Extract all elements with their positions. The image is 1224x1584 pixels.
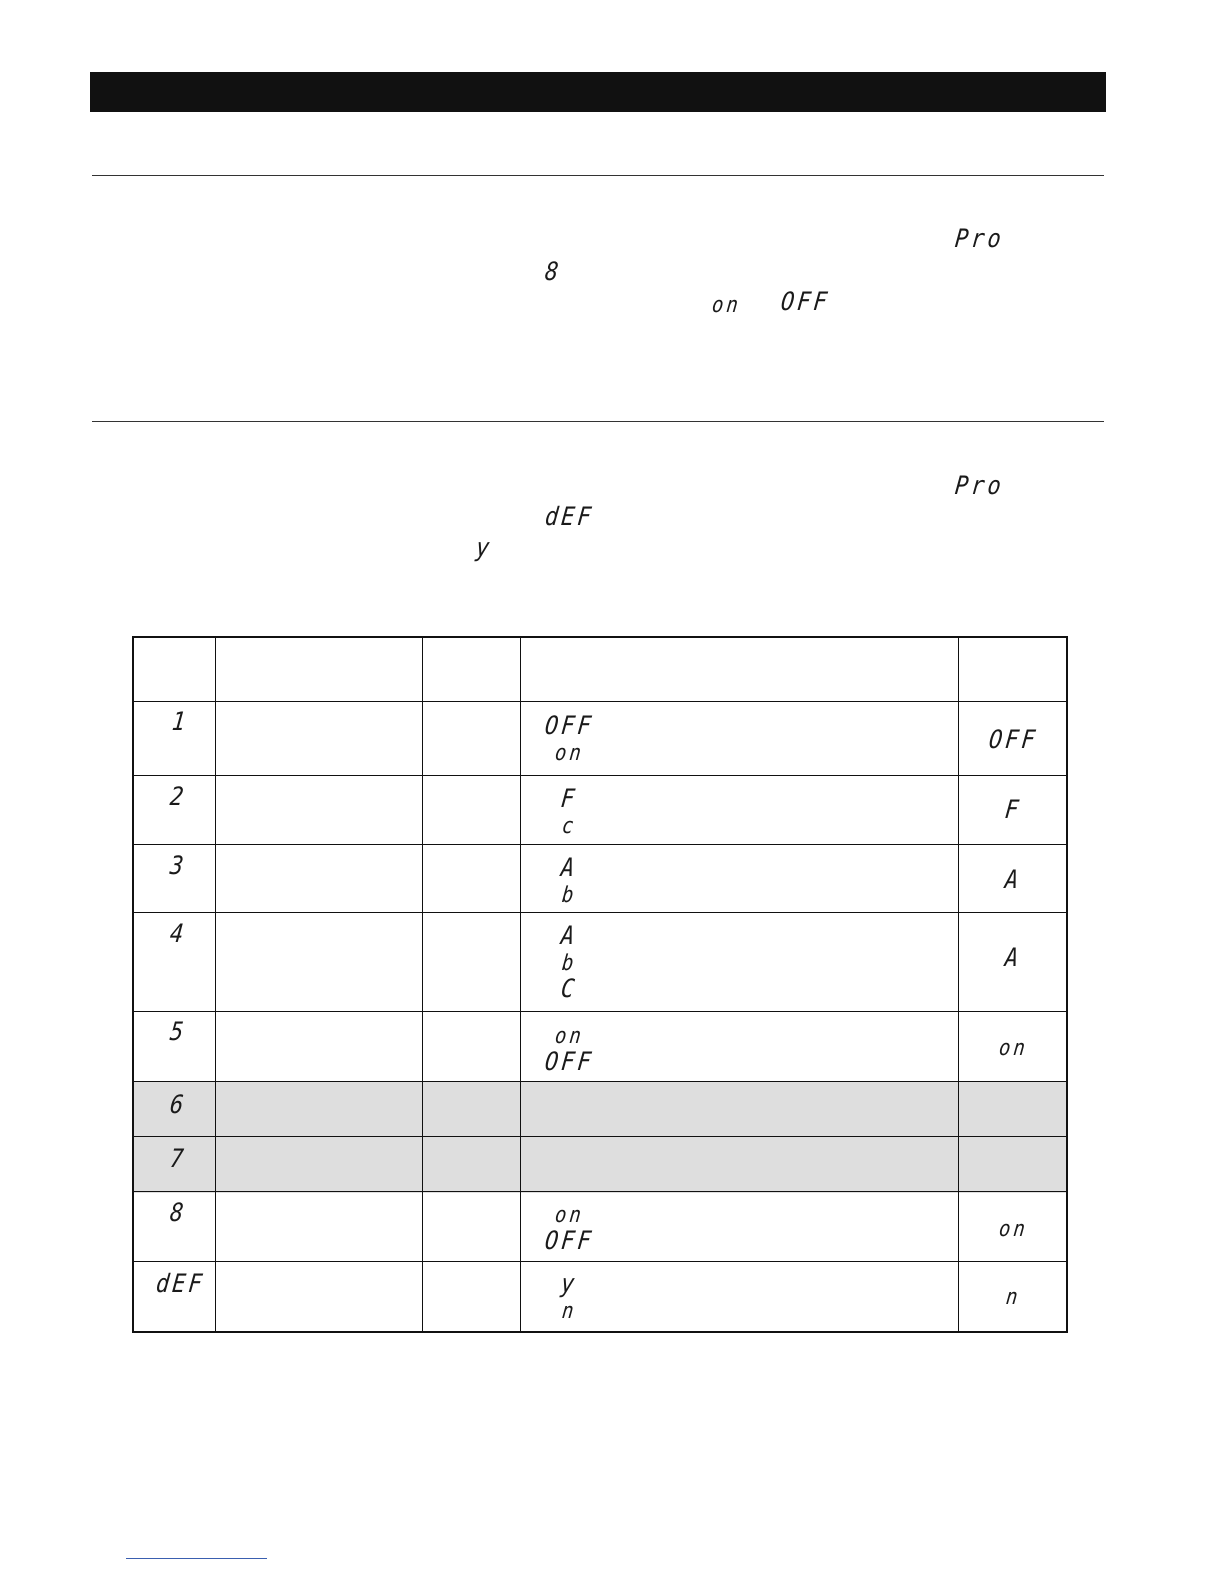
row-6-id: 6 — [168, 1091, 188, 1120]
row-5-default: on — [997, 1035, 1029, 1061]
row-def-id: dEF — [154, 1270, 207, 1299]
row-def-options — [520, 1270, 618, 1327]
row-2-options — [520, 785, 618, 842]
row-1-id: 1 — [170, 708, 190, 737]
row-4-options — [520, 922, 618, 1007]
row-1-default-cell — [958, 726, 1068, 758]
row-5-default-cell — [958, 1035, 1068, 1064]
col-divider-2 — [422, 638, 423, 1331]
row-2-id: 2 — [168, 783, 188, 812]
row-divider-6 — [134, 1136, 1066, 1137]
row-3-option-2: b — [560, 882, 578, 908]
lcd-glyph-on: on — [710, 292, 743, 318]
row-4-option-3: C — [559, 975, 579, 1004]
row-def-default-cell — [958, 1284, 1068, 1313]
row-2-option-2: c — [560, 813, 578, 839]
lcd-glyph-8: 8 — [543, 258, 563, 287]
row-3-options — [520, 854, 618, 911]
shaded-rows-6-7 — [134, 1081, 1066, 1193]
row-8-option-2: OFF — [543, 1227, 595, 1256]
row-5-option-1: on — [553, 1023, 585, 1049]
row-8-default-cell — [958, 1216, 1068, 1245]
row-8-default: on — [997, 1216, 1029, 1242]
row-divider-8 — [134, 1261, 1066, 1262]
row-def-default: n — [1004, 1284, 1022, 1310]
row-4-option-2: b — [560, 950, 578, 976]
row-divider-4 — [134, 1011, 1066, 1012]
row-2-option-1: F — [559, 785, 579, 814]
row-def-option-1: y — [559, 1270, 579, 1299]
row-divider-3 — [134, 912, 1066, 913]
row-1-options — [520, 712, 618, 769]
row-2-default: F — [1003, 796, 1023, 825]
row-5-options — [520, 1023, 618, 1080]
col-divider-1 — [215, 638, 216, 1331]
footer-link-underline[interactable] — [126, 1558, 267, 1559]
row-5-option-2: OFF — [543, 1048, 595, 1077]
row-divider-2 — [134, 844, 1066, 845]
lcd-glyph-off: OFF — [779, 288, 832, 317]
row-4-option-1: A — [559, 922, 579, 951]
lcd-glyph-y: y — [474, 534, 494, 563]
row-4-id: 4 — [168, 920, 188, 949]
row-3-default-cell — [958, 866, 1068, 898]
row-4-default-cell — [958, 944, 1068, 976]
program-settings-table — [132, 636, 1068, 1333]
row-8-option-1: on — [553, 1202, 585, 1228]
row-5-id: 5 — [168, 1018, 188, 1047]
row-1-option-2: on — [553, 740, 585, 766]
section-header-bar — [90, 72, 1106, 112]
row-3-option-1: A — [559, 854, 579, 883]
row-2-default-cell — [958, 796, 1068, 828]
row-divider-5 — [134, 1081, 1066, 1082]
lcd-glyph-pro: Pro — [953, 225, 1006, 254]
row-4-default: A — [1003, 944, 1023, 973]
row-1-default: OFF — [987, 726, 1039, 755]
divider-top — [92, 175, 1104, 176]
row-3-id: 3 — [168, 852, 188, 881]
row-divider-1 — [134, 775, 1066, 776]
row-7-id: 7 — [168, 1145, 188, 1174]
divider-middle — [92, 421, 1104, 422]
row-8-id: 8 — [168, 1199, 188, 1228]
row-divider-header — [134, 701, 1066, 702]
row-8-options — [520, 1202, 618, 1259]
row-def-option-2: n — [560, 1298, 578, 1324]
lcd-glyph-pro-2: Pro — [953, 472, 1006, 501]
lcd-glyph-def: dEF — [543, 503, 596, 532]
row-divider-7 — [134, 1191, 1066, 1192]
row-3-default: A — [1003, 866, 1023, 895]
row-1-option-1: OFF — [543, 712, 595, 741]
